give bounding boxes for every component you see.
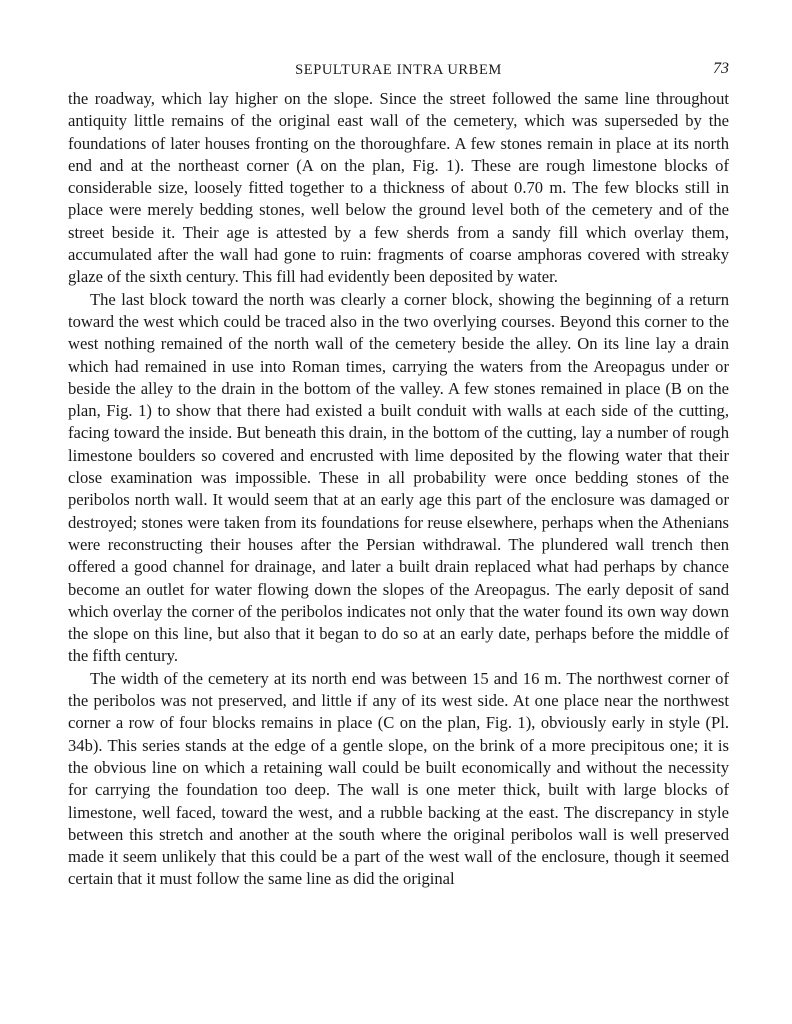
running-header bbox=[68, 58, 729, 88]
paragraph-north-wall: The last block toward the north was clearly a corner block, showing the beginning of a return toward the west which could be traced also in the two overlying courses. Beyond this corner to the west nothing remained of the north wall of the cemetery beside the alley. On its line lay a drain which had remained in use into Roman times, carrying the waters from the Areopagus under or beside the alley to the drain in the bottom of the valley. A few stones remained in place (B on the plan, Fig. 1) to show that there had existed a built conduit with walls at each side of the cutting, facing toward the inside. But beneath this drain, in the bottom of the cutting, lay a number of rough limestone boulders so covered and encrusted with lime deposited by the flowing water that their close examination was impossible. These in all probability were once bedding stones of the peribolos north wall. It would seem that at an early age this part of the enclosure was damaged or destroyed; stones were taken from its foundations for reuse elsewhere, perhaps when the Athenians were reconstructing their houses after the Persian withdrawal. The plundered wall trench then offered a good channel for drainage, and later a built drain replaced what had perhaps by chance become an outlet for water flowing down the slopes of the Areopagus. The early deposit of sand which overlay the corner of the peribolos indicates not only that the water found its own way down the slope on this line, but also that it began to do so at an early date, perhaps before the middle of the fifth century. bbox=[68, 289, 729, 666]
page-number: 73 bbox=[713, 60, 729, 77]
body-text bbox=[68, 88, 729, 891]
paragraph-continued: the roadway, which lay higher on the slope. Since the street followed the same line throughout antiquity little remains of the original east wall of the cemetery, which was superseded by the foundations of later houses fronting on the thoroughfare. A few stones remain in place at its north end and at the northeast corner (A on the plan, Fig. 1). These are rough limestone blocks of considerable size, loosely fitted together to a thickness of about 0.70 m. The few blocks still in place were merely bedding stones, well below the ground level both of the cemetery and of the street beside it. Their age is attested by a few sherds from a sandy fill which overlay them, accumulated after the wall had gone to ruin: fragments of coarse amphoras covered with streaky glaze of the sixth century. This fill had evidently been deposited by water. bbox=[68, 89, 729, 287]
running-title: SEPULTURAE INTRA URBEM bbox=[295, 62, 502, 78]
paragraph-west-side: The width of the cemetery at its north end was between 15 and 16 m. The northwest corner of the peribolos was not preserved, and little if any of its west side. At one place near the northwest corner a row of four blocks remains in place (C on the plan, Fig. 1), obviously early in style (Pl. 34b). This series stands at the edge of a gentle slope, on the brink of a more precipitous one; it is the obvious line on which a retaining wall could be built economically and without the necessity for carrying the foundation too deep. The wall is one meter thick, built with large blocks of limestone, well faced, toward the west, and a rubble backing at the east. The discrepancy in style between this stretch and another at the south where the original peribolos wall is well preserved made it seem unlikely that this could be a part of the west wall of the enclosure, though it seemed certain that it must follow the same line as did the original bbox=[68, 668, 729, 889]
document-page bbox=[68, 58, 729, 891]
